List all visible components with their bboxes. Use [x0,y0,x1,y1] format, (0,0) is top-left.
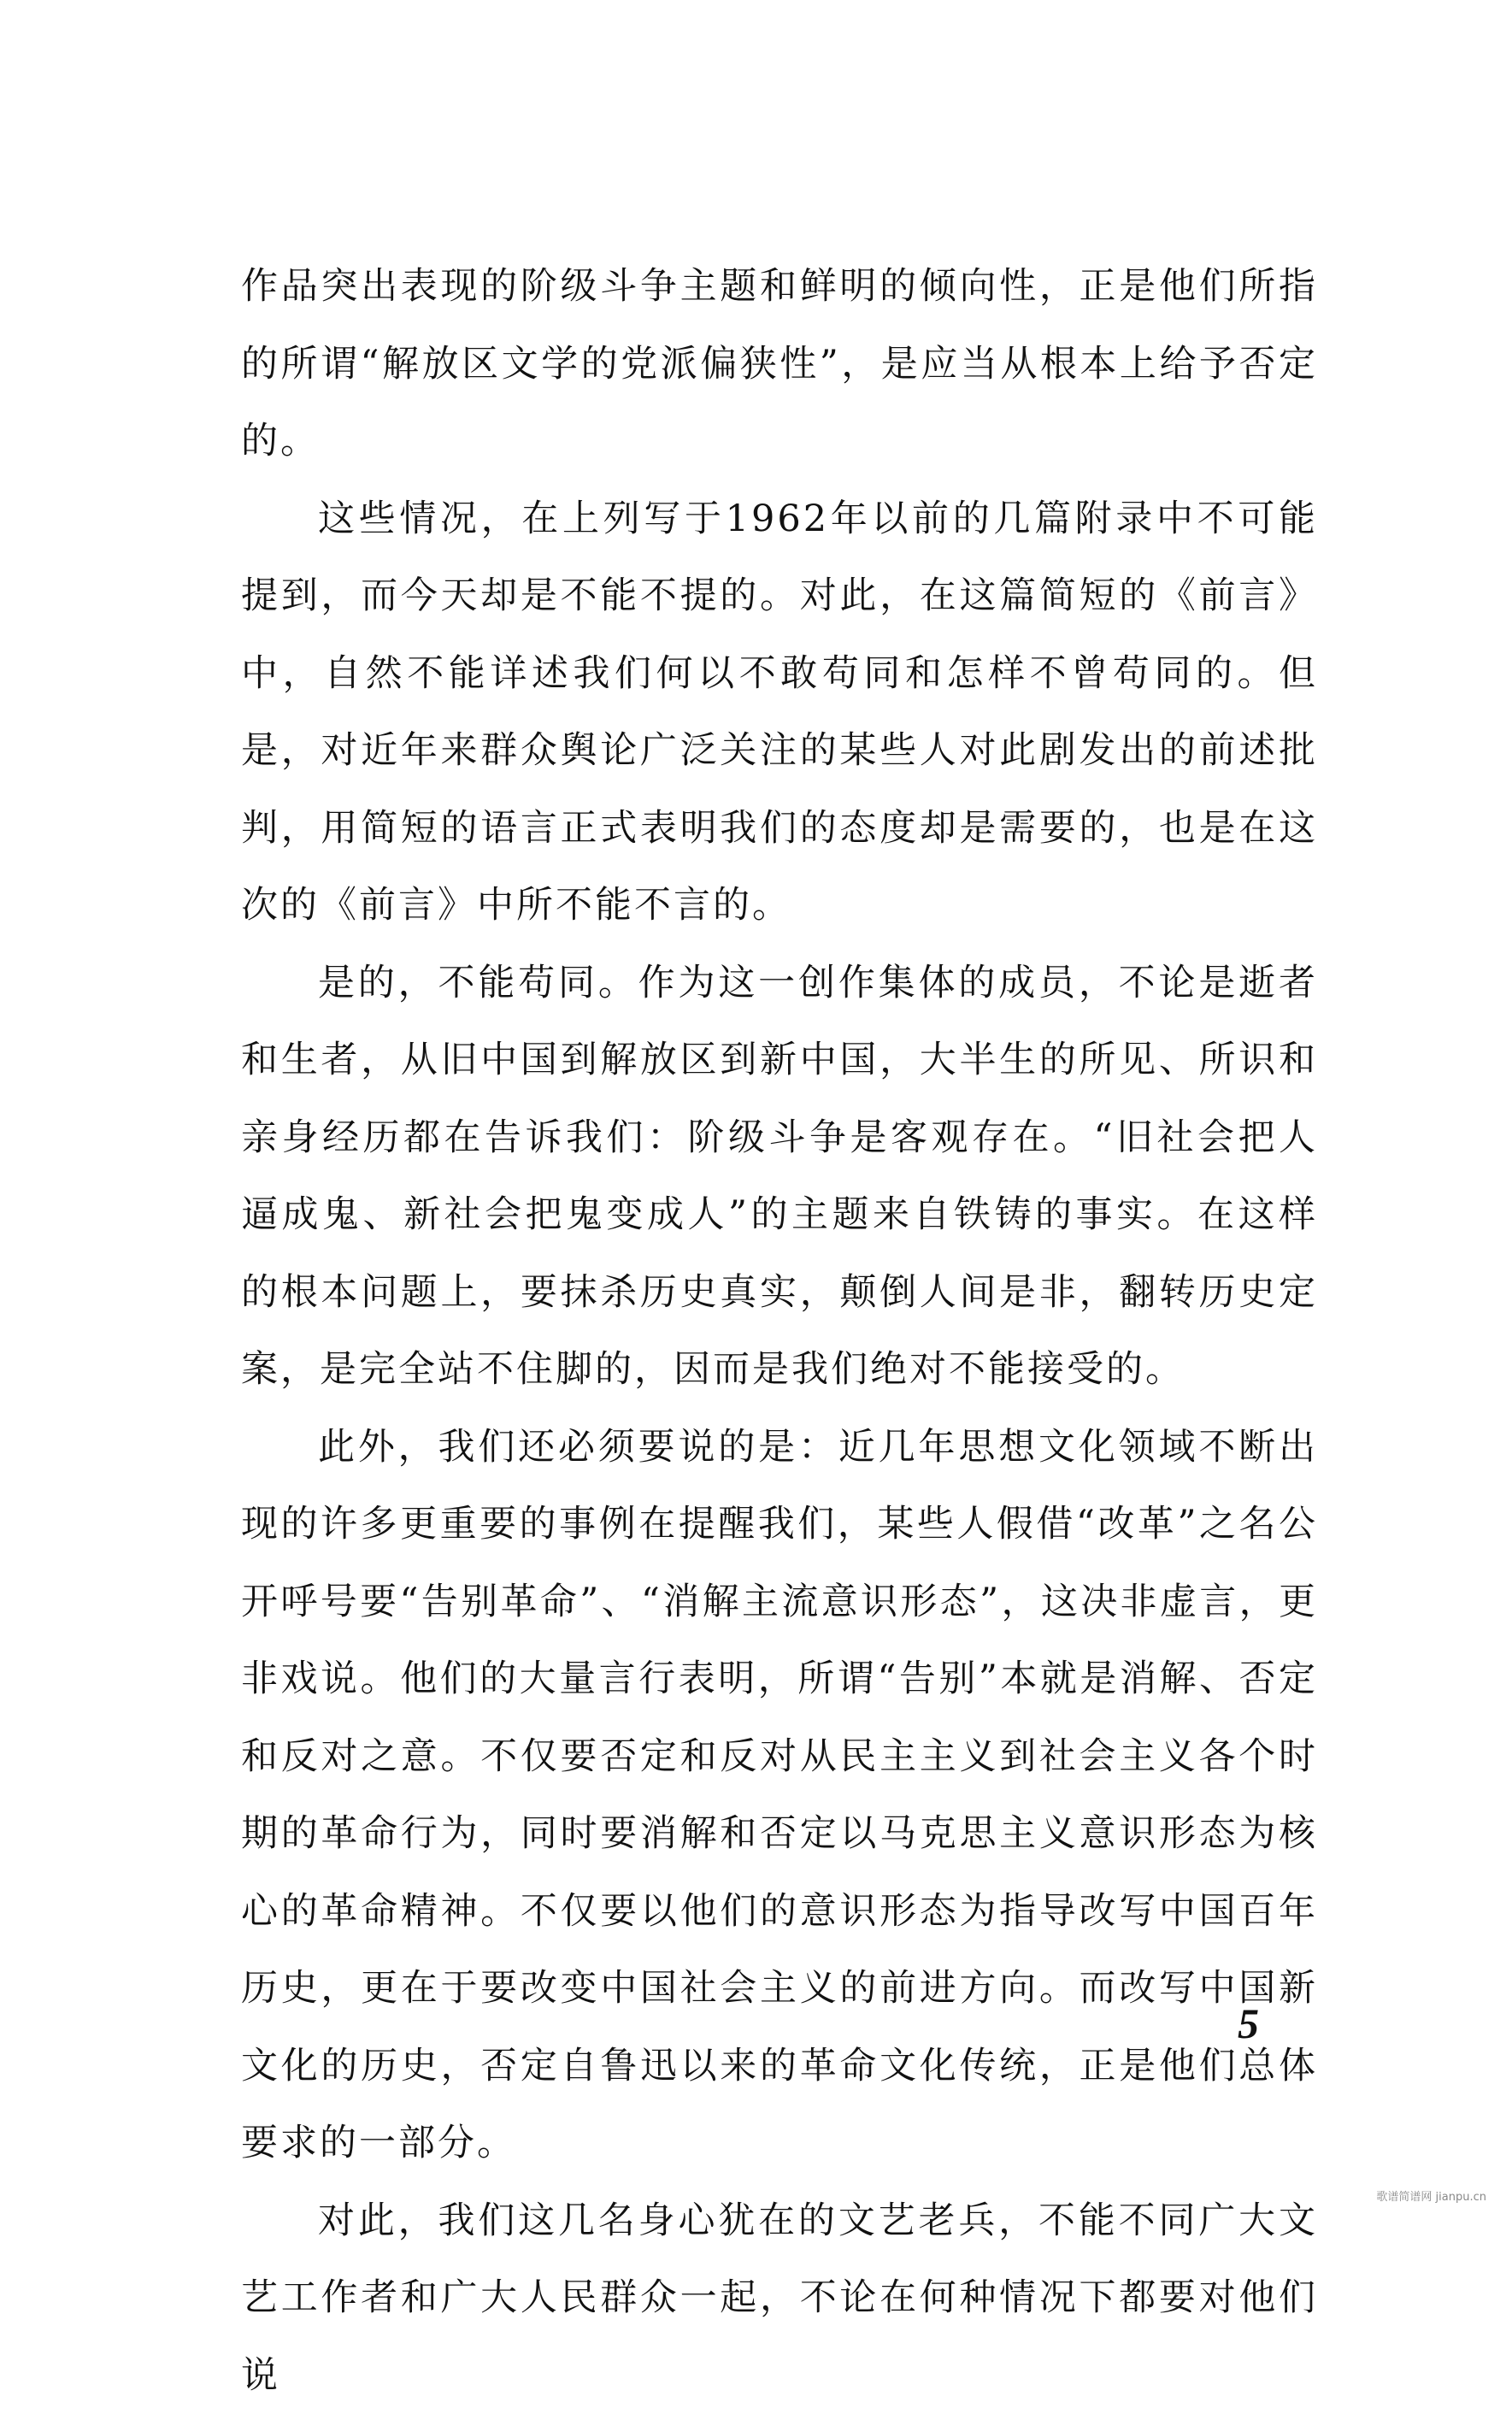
paragraph-3: 是的，不能苟同。作为这一创作集体的成员，不论是逝者和生者，从旧中国到解放区到新中国，大半生的所见、所识和亲身经历都在告诉我们：阶级斗争是客观存在。“旧社会把人逼成鬼、新社会把鬼变成人”的主题来自铁铸的事实。在这样的根本问题上，要抹杀历史真实，颠倒人间是非，翻转历史定案，是完全站不住脚的，因而是我们绝对不能接受的。 [241,945,1318,1409]
watermark: 歌谱简谱网 jianpu.cn [1376,2187,1486,2204]
paragraph-4: 此外，我们还必须要说的是：近几年思想文化领域不断出现的许多更重要的事例在提醒我们，某些人假借“改革”之名公开呼号要“告别革命”、“消解主流意识形态”，这决非虚言，更非戏说。他们的大量言行表明，所谓“告别”本就是消解、否定和反对之意。不仅要否定和反对从民主主义到社会主义各个时期的革命行为，同时要消解和否定以马克思主义意识形态为核心的革命精神。不仅要以他们的意识形态为指导改写中国百年历史，更在于要改变中国社会主义的前进方向。而改写中国新文化的历史，否定自鲁迅以来的革命文化传统，正是他们总体要求的一部分。 [241,1409,1318,2182]
body-text [241,248,1318,2414]
paragraph-5: 对此，我们这几名身心犹在的文艺老兵，不能不同广大文艺工作者和广大人民群众一起，不论在何种情况下都要对他们说 [241,2182,1318,2414]
paragraph-2: 这些情况，在上列写于1962年以前的几篇附录中不可能提到，而今天却是不能不提的。对此，在这篇简短的《前言》中，自然不能详述我们何以不敢苟同和怎样不曾苟同的。但是，对近年来群众舆论广泛关注的某些人对此剧发出的前述批判，用简短的语言正式表明我们的态度却是需要的，也是在这次的《前言》中所不能不言的。 [241,480,1318,945]
paragraph-1: 作品突出表现的阶级斗争主题和鲜明的倾向性，正是他们所指的所谓“解放区文学的党派偏狭性”，是应当从根本上给予否定的。 [241,248,1318,480]
page-number: 5 [1238,1999,1259,2048]
